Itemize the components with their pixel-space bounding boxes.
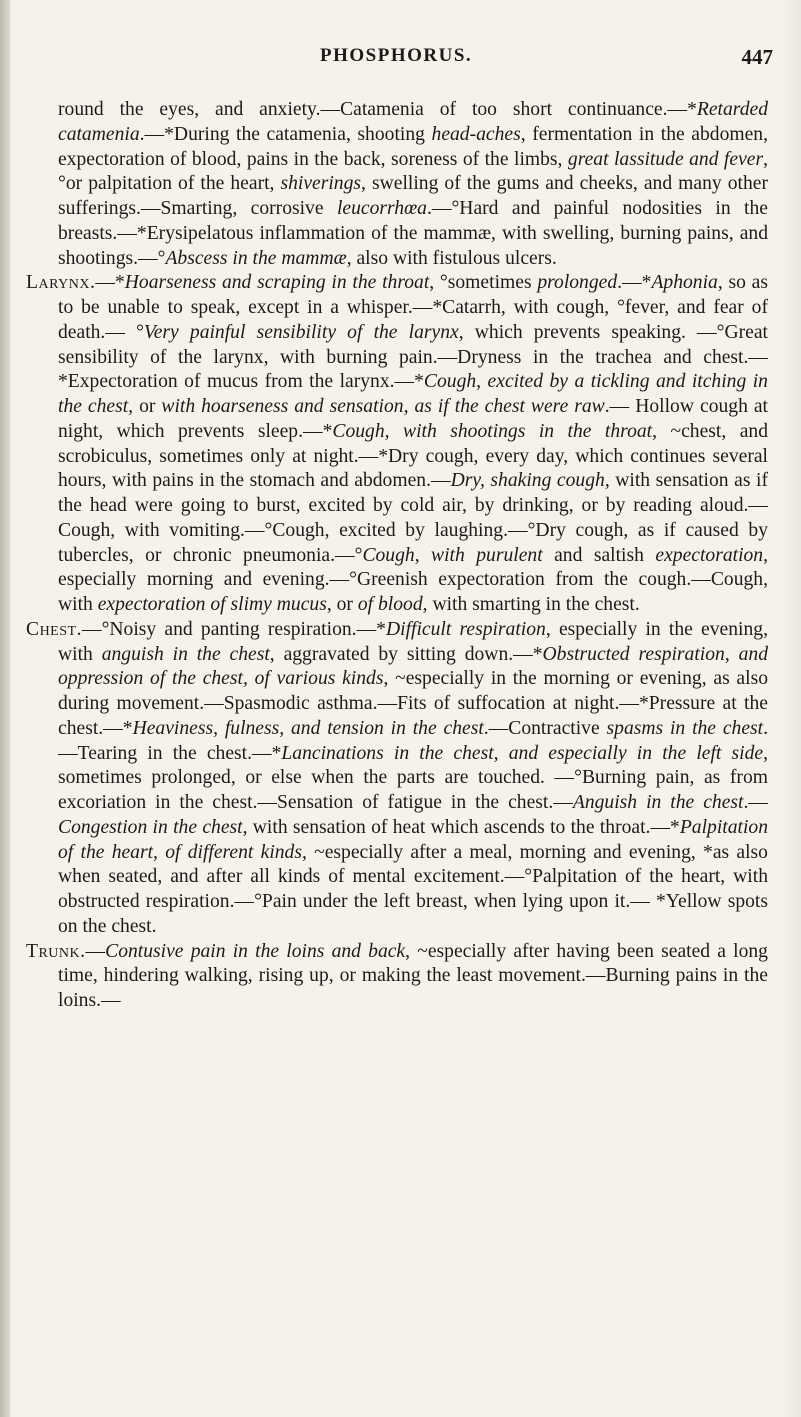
italic-text-run: spasms in the chest: [606, 717, 764, 739]
italic-text-run: Obstructed respiration, and oppression of the chest, of various kinds: [58, 643, 768, 690]
text-run: , or: [326, 594, 358, 615]
italic-text-run: expectoration: [655, 544, 764, 566]
italic-text-run: Anguish in the chest: [572, 792, 744, 813]
text-run: .— Hollow cough at night, which prevents sleep.—*: [58, 396, 768, 442]
italic-text-run: Heaviness, fulness, and tension in the chest: [132, 717, 484, 739]
text-run: .—°Hard and painful nodosities in the breasts.—*Erysipelatous inflammation of the mammæ, with swelling, burning pains, and shootings.—°: [58, 198, 768, 269]
text-run: .—*During the catamenia, shooting: [139, 123, 432, 145]
text-run: , also with fistulous ulcers.: [346, 247, 557, 269]
italic-text-run: Cough, with shootings in the throat: [332, 420, 653, 442]
text-run: , °or palpitation of the heart,: [58, 148, 768, 195]
italic-text-run: head-aches: [431, 123, 521, 145]
text-run: —*: [95, 272, 125, 294]
text-run: , aggravated by sitting down.—*: [269, 643, 543, 665]
page-number: 447: [741, 45, 773, 69]
text-run: —°Noisy and panting respiration.—*: [81, 618, 386, 640]
italic-text-run: Contusive pain in the loins and back: [105, 940, 406, 962]
italic-text-run: Cough, excited by a tickling and itching in the chest,: [58, 371, 768, 417]
text-run: , ~chest, and scrobiculus, sometimes only at night.—*Dry cough, every day, which continues several hours, with pains in the stomach and abdomen.—: [58, 420, 768, 492]
italic-text-run: of blood: [357, 594, 423, 615]
italic-text-run: Congestion in the chest: [58, 816, 243, 838]
italic-text-run: Dry, shaking cough: [450, 470, 605, 492]
book-spine-edge: [0, 0, 10, 1417]
italic-text-run: Cough, with purulent: [362, 544, 543, 566]
italic-text-run: Retarded catamenia: [58, 99, 768, 145]
text-run: .—*: [617, 272, 652, 294]
text-run: , ~especially after having been seated a long time, hindering walking, rising up, or making the least movement.—Burning pains in the loins.—: [58, 940, 768, 1011]
text-run: , with sensation as if the head were going to burst, excited by cold air, by drinking, or by reading aloud.—Cough, with vomiting.—°Cough, excited by laughing.—°Dry cough, as if caused by tubercles, or chronic pneumonia.—°: [58, 470, 768, 566]
paragraph-continuation: [26, 98, 768, 271]
text-run: and saltish: [542, 544, 656, 566]
body-text: [26, 98, 768, 1014]
italic-text-run: with hoarseness and sensation, as if the chest were raw: [161, 396, 605, 417]
italic-text-run: expectoration of slimy mucus: [97, 594, 327, 615]
text-run: .—Tearing in the chest.—*: [58, 717, 769, 764]
text-run: .—Contractive: [483, 717, 607, 739]
text-run: —: [85, 940, 106, 962]
running-title: PHOSPHORUS.: [320, 45, 473, 66]
text-run: , with sensation of heat which ascends to the throat.—*: [242, 816, 680, 838]
text-run: , °sometimes: [429, 272, 538, 294]
italic-text-run: leucorrhœa: [336, 198, 427, 219]
section-heading-chest: Chest.: [26, 618, 82, 640]
paragraph-larynx: [26, 271, 768, 618]
text-run: .—: [743, 792, 768, 813]
italic-text-run: prolonged: [537, 272, 618, 294]
italic-text-run: Hoarseness and scraping in the throat: [124, 272, 430, 294]
text-run: or: [133, 396, 162, 417]
text-run: , so as to be unable to speak, except in a whisper.—*Catarrh, with cough, °fever, and fear of death.— °: [58, 272, 768, 343]
italic-text-run: great lassitude and fever: [567, 148, 764, 170]
text-run: , sometimes prolonged, or else when the parts are touched. —°Burning pain, as from excoriation in the chest.—Sensation of fatigue in the chest.—: [58, 742, 768, 813]
text-run: , especially in the evening, with: [58, 618, 768, 665]
paragraph-chest: [26, 618, 768, 940]
text-run: , fermentation in the abdomen, expectoration of blood, pains in the back, soreness of the limbs,: [58, 123, 768, 170]
italic-text-run: shiverings: [280, 173, 362, 195]
page-header: [0, 45, 801, 73]
italic-text-run: Abscess in the mammæ: [165, 247, 347, 269]
italic-text-run: Difficult respiration: [385, 618, 546, 640]
italic-text-run: Lancinations in the chest, and especially in the left side: [281, 742, 764, 764]
section-heading-trunk: Trunk.: [26, 940, 86, 962]
text-run: , with smarting in the chest.: [422, 594, 640, 615]
italic-text-run: Aphonia: [651, 272, 718, 294]
text-run: , ~especially in the morning or evening, as also during movement.—Spasmodic asthma.—Fits of suffocation at night.—*Pressure at the chest.—*: [58, 668, 768, 739]
section-heading-larynx: Larynx.: [26, 272, 96, 294]
italic-text-run: Palpitation of the heart, of different kinds: [58, 816, 769, 863]
italic-text-run: anguish in the chest: [101, 643, 270, 665]
italic-text-run: Very painful sensibility of the larynx: [143, 321, 459, 343]
text-run: , which prevents speaking. —°Great sensibility of the larynx, with burning pain.—Dryness in the trachea and chest.—*Expectoration of mucus from the larynx.—*: [58, 321, 768, 393]
paragraph-trunk: [26, 940, 768, 1014]
text-run: , especially morning and evening.—°Greenish expectoration from the cough.—Cough, with: [58, 544, 769, 615]
text-run: , swelling of the gums and cheeks, and many other sufferings.—Smarting, corrosive: [58, 173, 768, 219]
text-run: round the eyes, and anxiety.—Catamenia of too short continuance.—*: [58, 99, 697, 120]
text-run: , ~especially after a meal, morning and evening, *as also when seated, and after all kinds of mental excitement.—°Palpitation of the heart, with obstructed respiration.—°Pain under the left breast, when lying upon it.— *Yellow spots on the chest.: [58, 841, 768, 937]
